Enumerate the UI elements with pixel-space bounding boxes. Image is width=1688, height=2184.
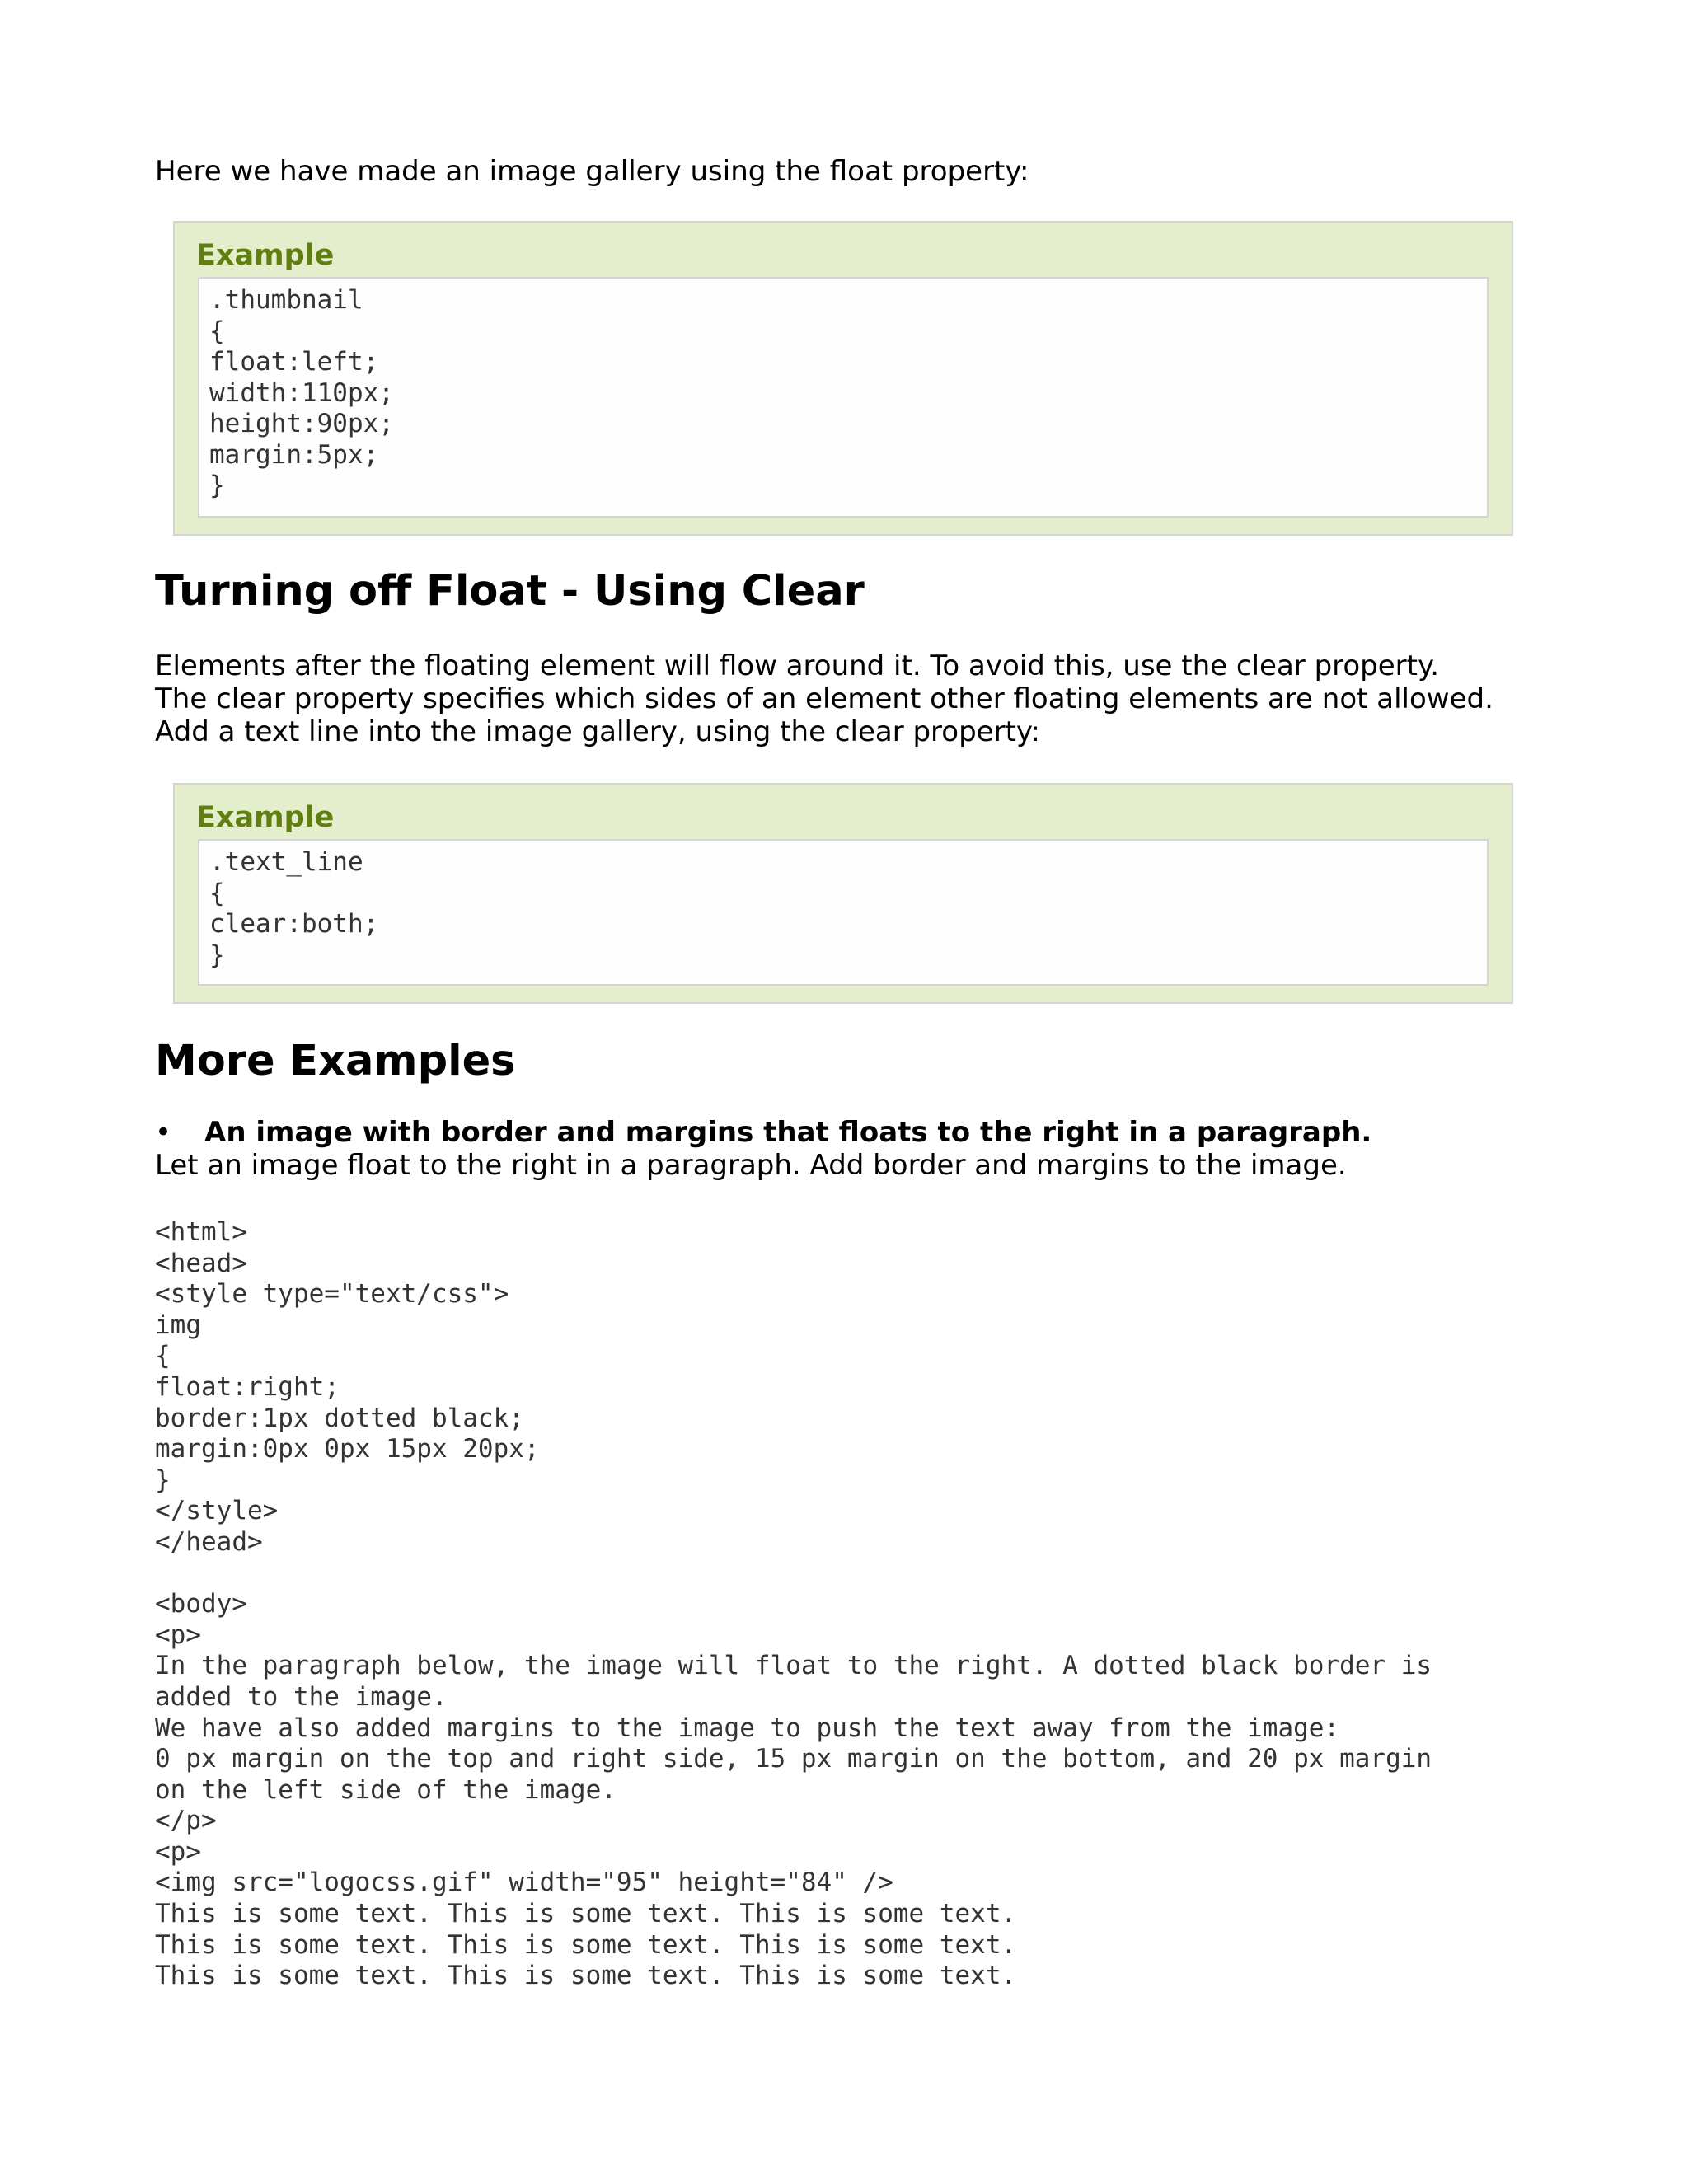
code-line: <img src="logocss.gif" width="95" height="84" />	[155, 1868, 893, 1898]
description-line: Add a text line into the image gallery, using the clear property:	[155, 715, 1041, 748]
code-line: width:110px;	[209, 377, 394, 408]
code-line: <style type="text/css">	[155, 1279, 509, 1310]
code-line: margin:0px 0px 15px 20px;	[155, 1434, 540, 1465]
intro-paragraph: Here we have made an image gallery using the float property:	[155, 155, 1029, 188]
code-line: </head>	[155, 1526, 263, 1557]
bullet-icon: •	[155, 1116, 172, 1149]
example-code-block	[198, 277, 1489, 518]
code-line: This is some text. This is some text. This is some text.	[155, 1929, 1017, 1960]
code-line: height:90px;	[209, 409, 394, 438]
code-line: }	[155, 1465, 171, 1495]
code-line: }	[209, 940, 225, 970]
code-line: margin:5px;	[209, 439, 379, 470]
code-line: <head>	[155, 1248, 247, 1278]
code-line	[155, 1558, 1556, 1590]
code-line: img	[155, 1310, 201, 1340]
clear-description	[155, 649, 1493, 748]
code-line: This is some text. This is some text. This is some text.	[155, 1961, 1017, 1991]
section-heading-clear: Turning off Float - Using Clear	[155, 567, 865, 616]
code-line: <p>	[155, 1836, 201, 1867]
code-line: float:right;	[155, 1371, 340, 1402]
example-description: Let an image float to the right in a paragraph. Add border and margins to the image.	[155, 1149, 1347, 1182]
example-box-thumbnail	[173, 221, 1513, 536]
example-title: Example	[196, 239, 335, 272]
example-title: Example	[196, 801, 335, 834]
code-listing	[155, 1217, 1556, 1992]
code-line: {	[209, 316, 225, 346]
code-line: <body>	[155, 1589, 247, 1619]
code-line: <html>	[155, 1217, 247, 1247]
example-box-clear	[173, 783, 1513, 1004]
code-line: .thumbnail	[209, 285, 363, 315]
code-line: on the left side of the image.	[155, 1774, 617, 1805]
code-line: added to the image.	[155, 1681, 448, 1712]
bullet-title: An image with border and margins that floats to the right in a paragraph.	[204, 1116, 1372, 1149]
code-line: clear:both;	[209, 909, 379, 939]
code-line: <p>	[155, 1619, 201, 1650]
code-line: border:1px dotted black;	[155, 1403, 524, 1433]
code-line: .text_line	[209, 847, 363, 877]
code-line: 0 px margin on the top and right side, 15 px margin on the bottom, and 20 px margin	[155, 1744, 1432, 1774]
description-line: The clear property specifies which sides of an element other floating elements are not allowed.	[155, 682, 1493, 715]
code-line: </p>	[155, 1806, 217, 1836]
section-heading-more-examples: More Examples	[155, 1037, 516, 1085]
code-line: In the paragraph below, the image will float to the right. A dotted black border is	[155, 1651, 1432, 1681]
example-code-block	[198, 839, 1489, 986]
code-line: This is some text. This is some text. This is some text.	[155, 1899, 1017, 1929]
description-line: Elements after the floating element will flow around it. To avoid this, use the clear property.	[155, 649, 1440, 682]
code-line: {	[209, 878, 225, 908]
code-line: We have also added margins to the image to push the text away from the image:	[155, 1713, 1340, 1743]
code-line: }	[209, 471, 225, 500]
code-line: </style>	[155, 1496, 279, 1526]
code-line: float:left;	[209, 347, 379, 377]
code-line: {	[155, 1341, 171, 1371]
